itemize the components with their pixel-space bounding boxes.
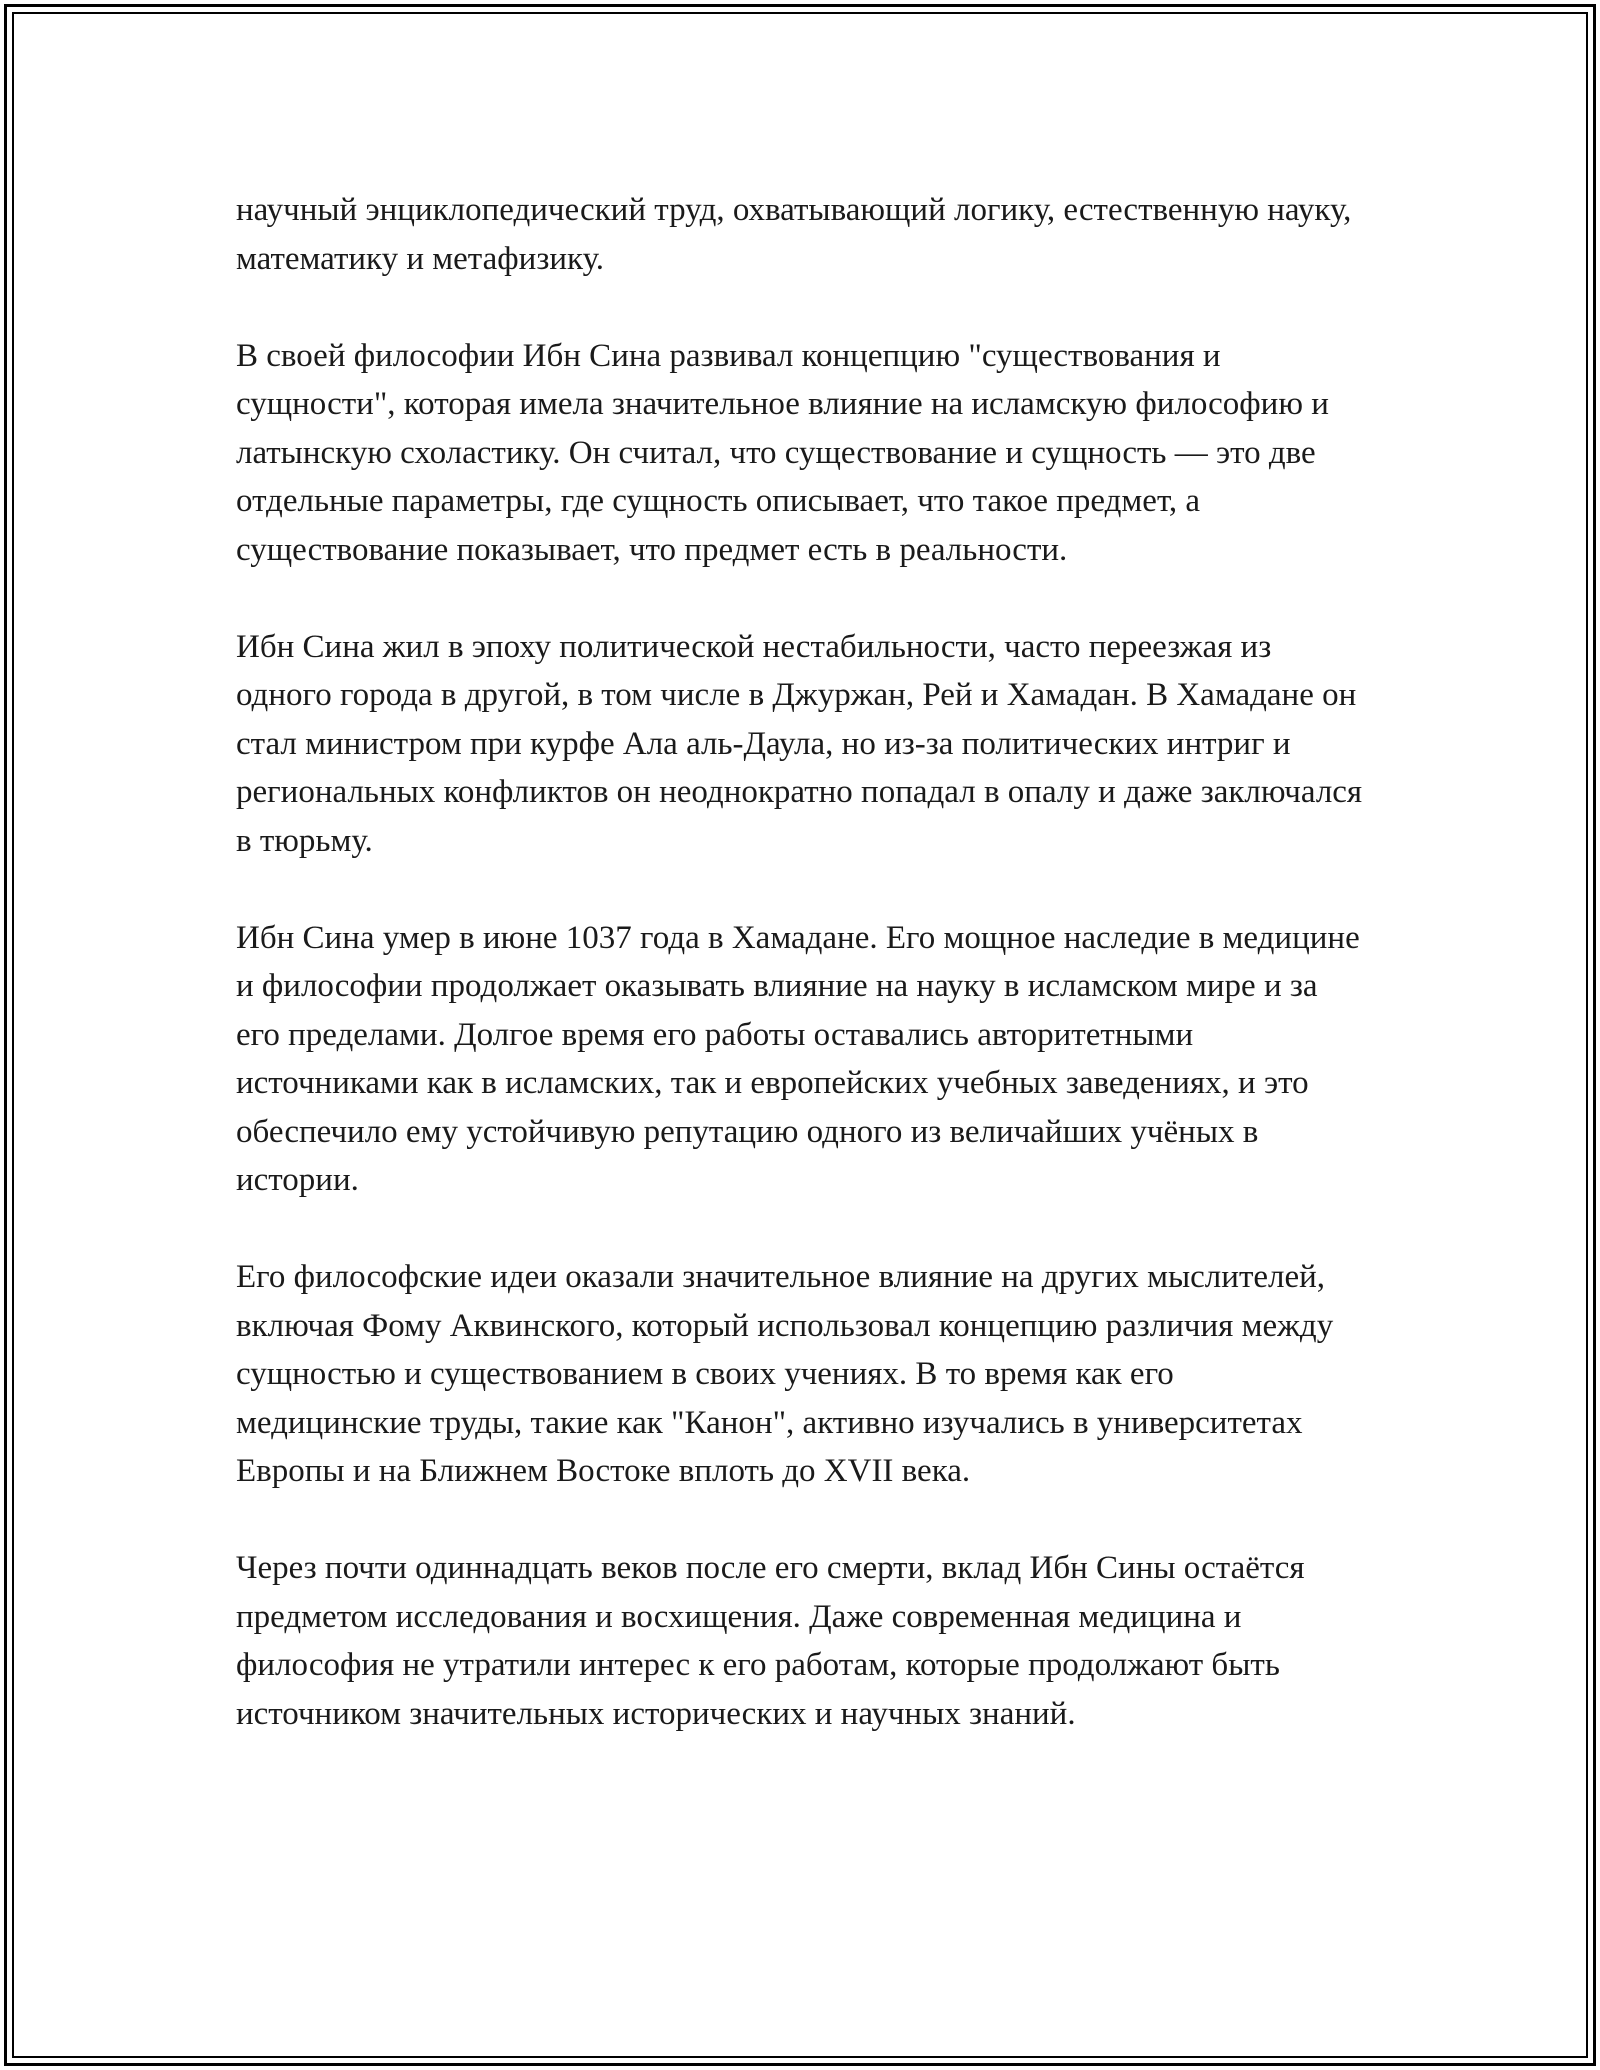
paragraph: Через почти одиннадцать веков после его смерти, вклад Ибн Сины остаётся предметом исследования и восхищения. Даже современная медицина и философия не утратили интерес к его работам, которые продолжают быть источником значительных исторических и научных знаний. bbox=[236, 1550, 1305, 1732]
paragraph: научный энциклопедический труд, охватывающий логику, естественную науку, математику и метафизику. bbox=[236, 192, 1352, 277]
paragraph: В своей философии Ибн Сина развивал концепцию "существования и сущности", которая имела значительное влияние на исламскую философию и латынскую схоластику. Он считал, что существование и сущность — это две отдельные параметры, где сущность описывает, что такое предмет, а существование показывает, что предмет есть в реальности. bbox=[236, 337, 1329, 568]
document-body bbox=[236, 186, 1366, 1738]
paragraph: Ибн Сина умер в июне 1037 года в Хамадане. Его мощное наследие в медицине и философии продолжает оказывать влияние на науку в исламском мире и за его пределами. Долгое время его работы оставались авторитетными источниками как в исламских, так и европейских учебных заведениях, и это обеспечило ему устойчивую репутацию одного из величайших учёных в истории. bbox=[236, 919, 1360, 1198]
paragraph: Ибн Сина жил в эпоху политической нестабильности, часто переезжая из одного города в другой, в том числе в Джуржан, Рей и Хамадан. В Хамадане он стал министром при курфе Ала аль-Даула, но из-за политических интриг и региональных конфликтов он неоднократно попадал в опалу и даже заключался в тюрьму. bbox=[236, 628, 1363, 859]
paragraph: Его философские идеи оказали значительное влияние на других мыслителей, включая Фому Аквинского, который использовал концепцию различия между сущностью и существованием в своих учениях. В то время как его медицинские труды, такие как "Канон", активно изучались в университетах Европы и на Ближнем Востоке вплоть до XVII века. bbox=[236, 1259, 1334, 1489]
